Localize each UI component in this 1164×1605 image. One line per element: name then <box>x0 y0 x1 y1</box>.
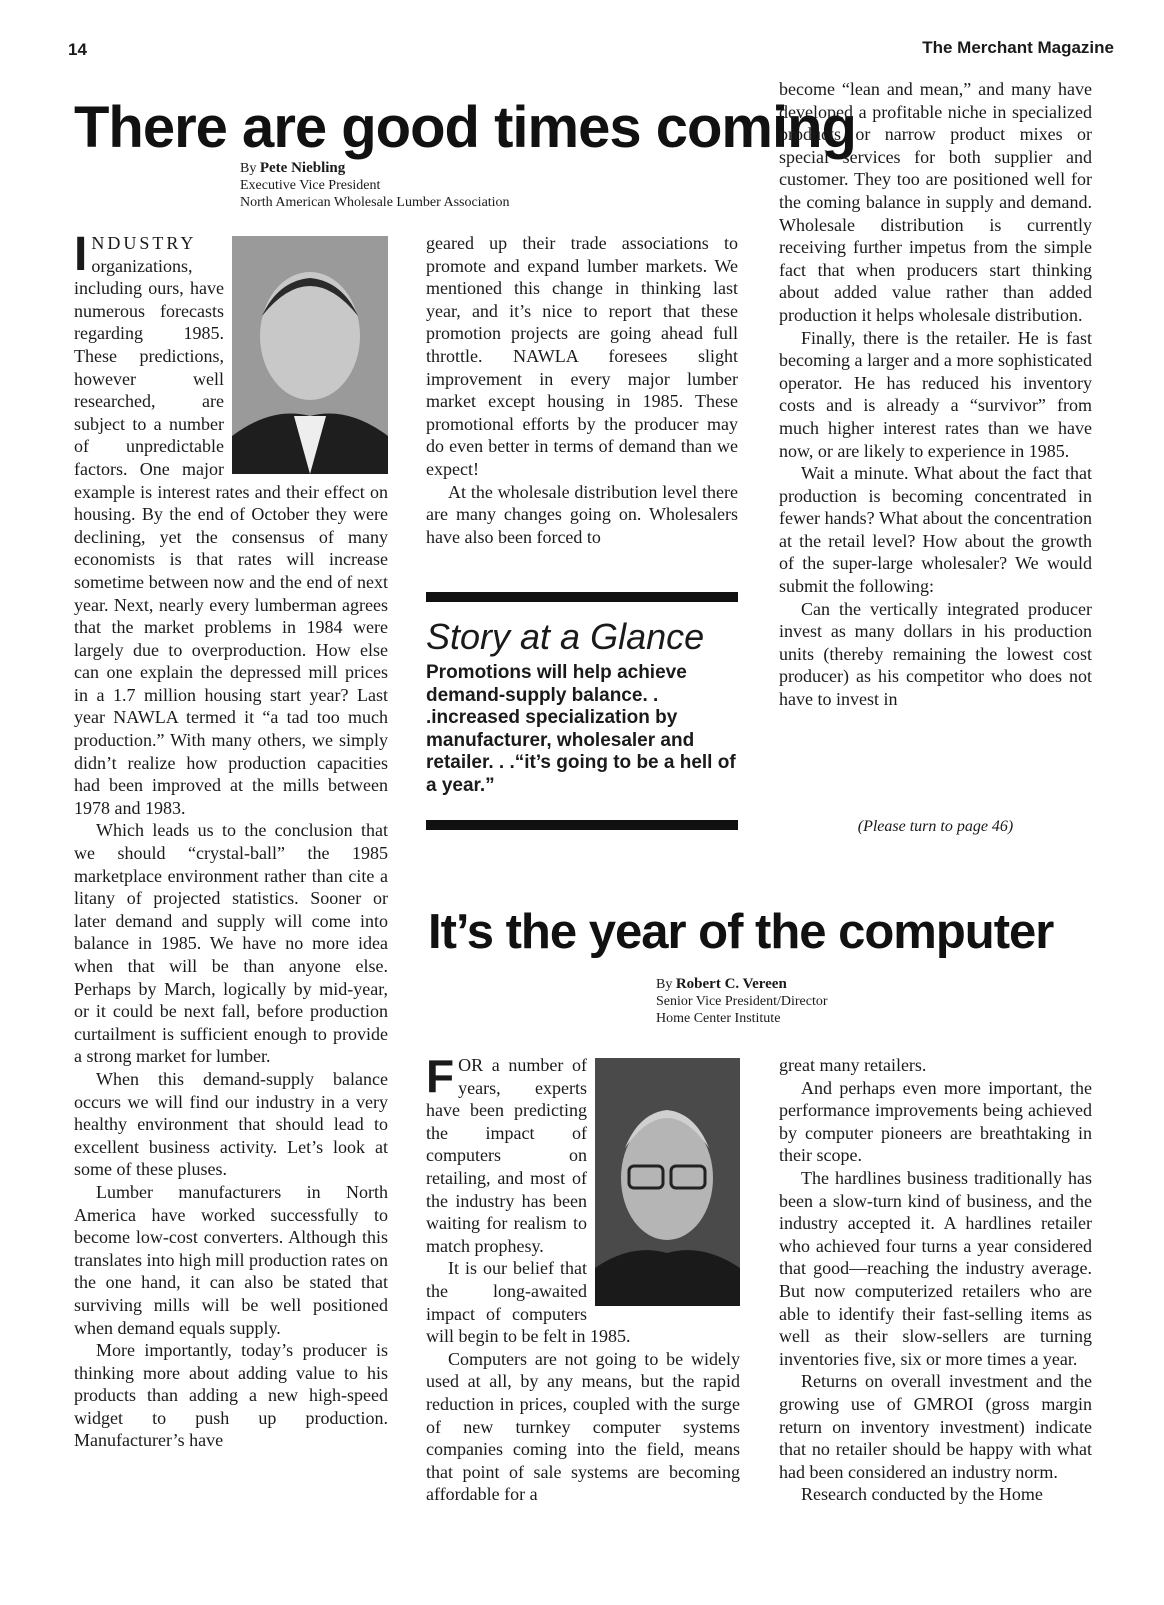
article1-column-1 <box>74 228 388 1592</box>
glance-body: Promotions will help achieve demand-supply balance. . .increased specialization by manufacturer, wholesaler and retailer. . .“it’s going to be a hell of a year.” <box>426 662 736 796</box>
glance-title: Story at a Glance <box>426 616 705 657</box>
byline <box>240 160 510 211</box>
article-title: There are good times coming <box>74 95 856 160</box>
article2-column-2 <box>426 1050 740 1506</box>
paragraph: Lumber manufacturers in North America have worked successfully to become low-cost converters. Although this translates into high mill production rates on the one hand, it can also be stated that surviving mills will be well positioned when demand equals supply. <box>74 1181 388 1338</box>
paragraph: geared up their trade associations to promote and expand lumber markets. We mentioned this change in thinking last year, and it’s nice to report that these promotion projects are going ahead full throttle. NAWLA foresees slight improvement in every major lumber market except housing in 1985. These promotional efforts by the producer may do even better in terms of demand than we expect! <box>426 233 738 479</box>
magazine-title: The Merchant Magazine <box>922 38 1114 57</box>
lead-paragraph: OR a number of years, experts have been predicting the impact of computers on retailing, and most of the industry has been waiting for realism to match prophesy. <box>426 1055 587 1256</box>
author-photo <box>595 1058 740 1306</box>
article2-title: It’s the year of the computer <box>428 905 1054 959</box>
article2-column-3 <box>779 1054 1092 1506</box>
paragraph: More importantly, today’s producer is thinking more about adding value to his products than adding a new high-speed widget to push up production. Manufacturer’s have <box>74 1340 388 1451</box>
story-at-a-glance <box>426 592 738 797</box>
paragraph: Can the vertically integrated producer invest as many dollars in his production units (thereby remaining the lowest cost producer) as his competitor who does not have to invest in <box>779 598 1092 710</box>
paragraph: Which leads us to the conclusion that we should “crystal-ball” the 1985 marketplace environment rather than cite a litany of projected statistics. Sooner or later demand and supply will come into balance in 1985. We have no more idea when that will be than anyone else. Perhaps by March, logically by mid-year, or it could be next fall, before production curtailment is sufficient enough to provide a strong market for lumber. <box>74 820 388 1067</box>
paragraph: great many retailers. <box>779 1055 927 1075</box>
dropcap: F <box>426 1050 455 1102</box>
paragraph: Computers are not going to be widely used at all, by any means, but the rapid reduction in prices, coupled with the surge of new turnkey computer systems companies coming into the field, means that point of sale systems are becoming affordable for a <box>426 1348 740 1505</box>
paragraph: It is our belief that the long-awaited impact of computers will begin to be felt in 1985. <box>426 1258 631 1347</box>
paragraph: Finally, there is the retailer. He is fast becoming a larger and a more sophisticated operator. He has reduced his inventory costs and is already a “survivor” from much higher interest rates than we have now, or are likely to experience in 1985. <box>779 327 1092 461</box>
divider-bar <box>426 820 738 830</box>
page-number: 14 <box>68 40 87 59</box>
byline <box>656 976 828 1027</box>
paragraph: The hardlines business traditionally has been a slow-turn kind of business, and the industry accepted it. A hardlines retailer who achieved four turns a year considered that good—reaching the industry average. But now computerized retailers who are able to identify their fast-selling items as well as their slow-sellers are turning inventories five, six or more times a year. <box>779 1167 1092 1369</box>
lead-paragraph: organizations, including ours, have numerous forecasts regarding 1985. These predictions, however well researched, are subject to a number of unpredictable factors. One major example is interest rates and their effect on housing. By the end of October they were declining, yet the consensus of many economists is that rates will increase sometime between now and the end of next year. Next, nearly every lumberman agrees that the market problems in 1984 were largely due to overproduction. How else can one explain the depressed mill prices in a 1.7 million housing start year? Last year NAWLA termed it “a tad too much production.” With many others, we simply didn’t realize how production capacities had been improved at the mills between 1978 and 1983. <box>74 255 388 818</box>
paragraph: Research conducted by the Home <box>801 1484 1043 1505</box>
byline-prefix: By <box>240 161 257 176</box>
paragraph: become “lean and mean,” and many have developed a profitable niche in specialized products or narrow product mixes or special services for both supplier and customer. They too are positioned well for the coming balance in supply and demand. Wholesale distribution is currently receiving further impetus from the simple fact that when producers start thinking about added value rather than added production it helps wholesale distribution. <box>779 79 1092 325</box>
author-photo <box>232 236 388 474</box>
paragraph: At the wholesale distribution level there are many changes going on. Wholesalers have also been forced to <box>426 481 738 547</box>
author-org: North American Wholesale Lumber Association <box>240 195 510 210</box>
paragraph: Wait a minute. What about the fact that production is becoming concentrated in fewer hands? What about the concentration at the retail level? How about the growth of the super-large wholesaler? We would submit the following: <box>779 463 1092 597</box>
byline-prefix: By <box>656 977 673 992</box>
author-role: Senior Vice President/Director <box>656 994 828 1009</box>
author-role: Executive Vice President <box>240 178 381 193</box>
article1-column-2 <box>426 232 738 548</box>
dropcap: I <box>74 228 88 281</box>
portrait-image <box>595 1058 740 1306</box>
author-org: Home Center Institute <box>656 1011 781 1026</box>
divider-bar <box>426 592 738 602</box>
paragraph: And perhaps even more important, the performance improvements being achieved by computer pioneers are breathtaking in their scope. <box>779 1077 1092 1166</box>
author-name: Pete Niebling <box>259 160 346 176</box>
lead-caps: NDUSTRY <box>91 233 197 253</box>
portrait-image <box>232 236 388 474</box>
paragraph: When this demand-supply balance occurs we will find our industry in a very healthy environment that should lead to excellent business activity. Let’s look at some of these pluses. <box>74 1068 388 1180</box>
paragraph: Returns on overall investment and the growing use of GMROI (gross margin return on inventory investment) indicate that no retailer should be happy with what had been considered an industry norm. <box>779 1371 1092 1482</box>
continued-note: (Please turn to page 46) <box>857 818 1014 835</box>
author-name: Robert C. Vereen <box>675 976 787 992</box>
article1-column-3 <box>779 78 1092 711</box>
